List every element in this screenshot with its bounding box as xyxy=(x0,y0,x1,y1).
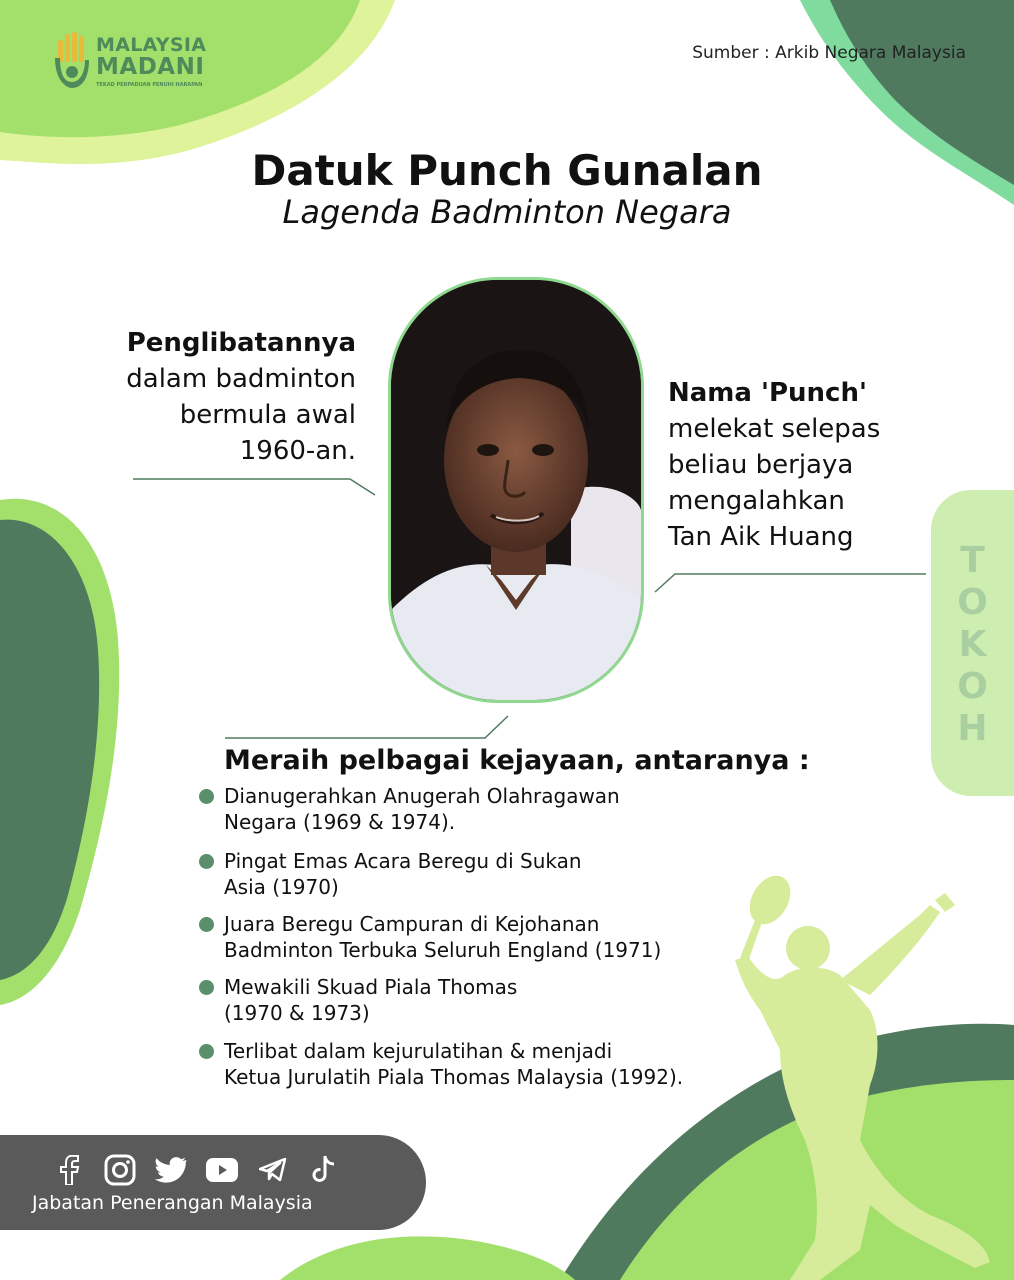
tokoh-letter: T xyxy=(960,540,985,581)
nickname-note-lead: Nama 'Punch' xyxy=(668,378,867,408)
callout-line-right xyxy=(655,574,926,592)
page-title: Datuk Punch Gunalan xyxy=(251,146,763,195)
social-icons xyxy=(52,1153,341,1187)
malaysia-madani-logo xyxy=(52,30,222,92)
involvement-note xyxy=(60,325,356,469)
youtube-icon[interactable] xyxy=(205,1153,239,1187)
madani-hand-icon xyxy=(52,30,92,90)
nickname-note xyxy=(668,375,928,555)
achievement-item: Juara Beregu Campuran di Kejohanan Badminton Terbuka Seluruh England (1971) xyxy=(198,911,758,963)
nickname-note-line: melekat selepas xyxy=(668,414,881,444)
bullet-icon xyxy=(199,980,214,995)
page-subtitle: Lagenda Badminton Negara xyxy=(282,193,732,231)
tokoh-letter: O xyxy=(957,666,988,707)
logo-word-malaysia: MALAYSIA xyxy=(96,34,207,56)
nickname-note-line: Tan Aik Huang xyxy=(668,522,854,552)
tiktok-icon[interactable] xyxy=(307,1153,341,1187)
tokoh-side-tab xyxy=(931,490,1014,796)
nickname-note-line: mengalahkan xyxy=(668,486,845,516)
bullet-icon xyxy=(199,917,214,932)
achievement-item: Pingat Emas Acara Beregu di Sukan Asia (1970) xyxy=(198,848,758,900)
involvement-note-line: 1960-an. xyxy=(239,436,356,466)
involvement-note-line: dalam badminton xyxy=(126,364,356,394)
involvement-note-lead: Penglibatannya xyxy=(126,328,356,358)
bullet-icon xyxy=(199,789,214,804)
callout-line-bottom xyxy=(225,716,508,738)
involvement-note-line: bermula awal xyxy=(179,400,356,430)
tokoh-letter: K xyxy=(958,624,987,665)
achievement-item: Terlibat dalam kejurulatihan & menjadi Ketua Jurulatih Piala Thomas Malaysia (1992). xyxy=(198,1038,758,1090)
twitter-icon[interactable] xyxy=(154,1153,188,1187)
tokoh-letter: H xyxy=(957,708,988,749)
achievement-item: Mewakili Skuad Piala Thomas (1970 & 1973) xyxy=(198,974,758,1026)
instagram-icon[interactable] xyxy=(103,1153,137,1187)
achievement-item: Dianugerahkan Anugerah Olahragawan Negara (1969 & 1974). xyxy=(198,783,758,835)
achievements-heading: Meraih pelbagai kejayaan, antaranya : xyxy=(224,745,810,776)
source-credit: Sumber : Arkib Negara Malaysia xyxy=(692,43,966,63)
logo-tagline: TEKAD PERPADUAN PENUHI HARAPAN xyxy=(96,82,203,88)
bullet-icon xyxy=(199,1044,214,1059)
logo-word-madani: MADANI xyxy=(96,54,205,80)
facebook-icon[interactable] xyxy=(52,1153,86,1187)
achievements-list xyxy=(198,783,758,1090)
portrait-photo xyxy=(388,277,644,703)
footer-organization-label: Jabatan Penerangan Malaysia xyxy=(32,1192,313,1214)
callout-line-left xyxy=(133,479,375,495)
bullet-icon xyxy=(199,854,214,869)
nickname-note-line: beliau berjaya xyxy=(668,450,854,480)
tokoh-letter: O xyxy=(957,582,988,623)
footer-bar xyxy=(0,1135,426,1230)
telegram-icon[interactable] xyxy=(256,1153,290,1187)
